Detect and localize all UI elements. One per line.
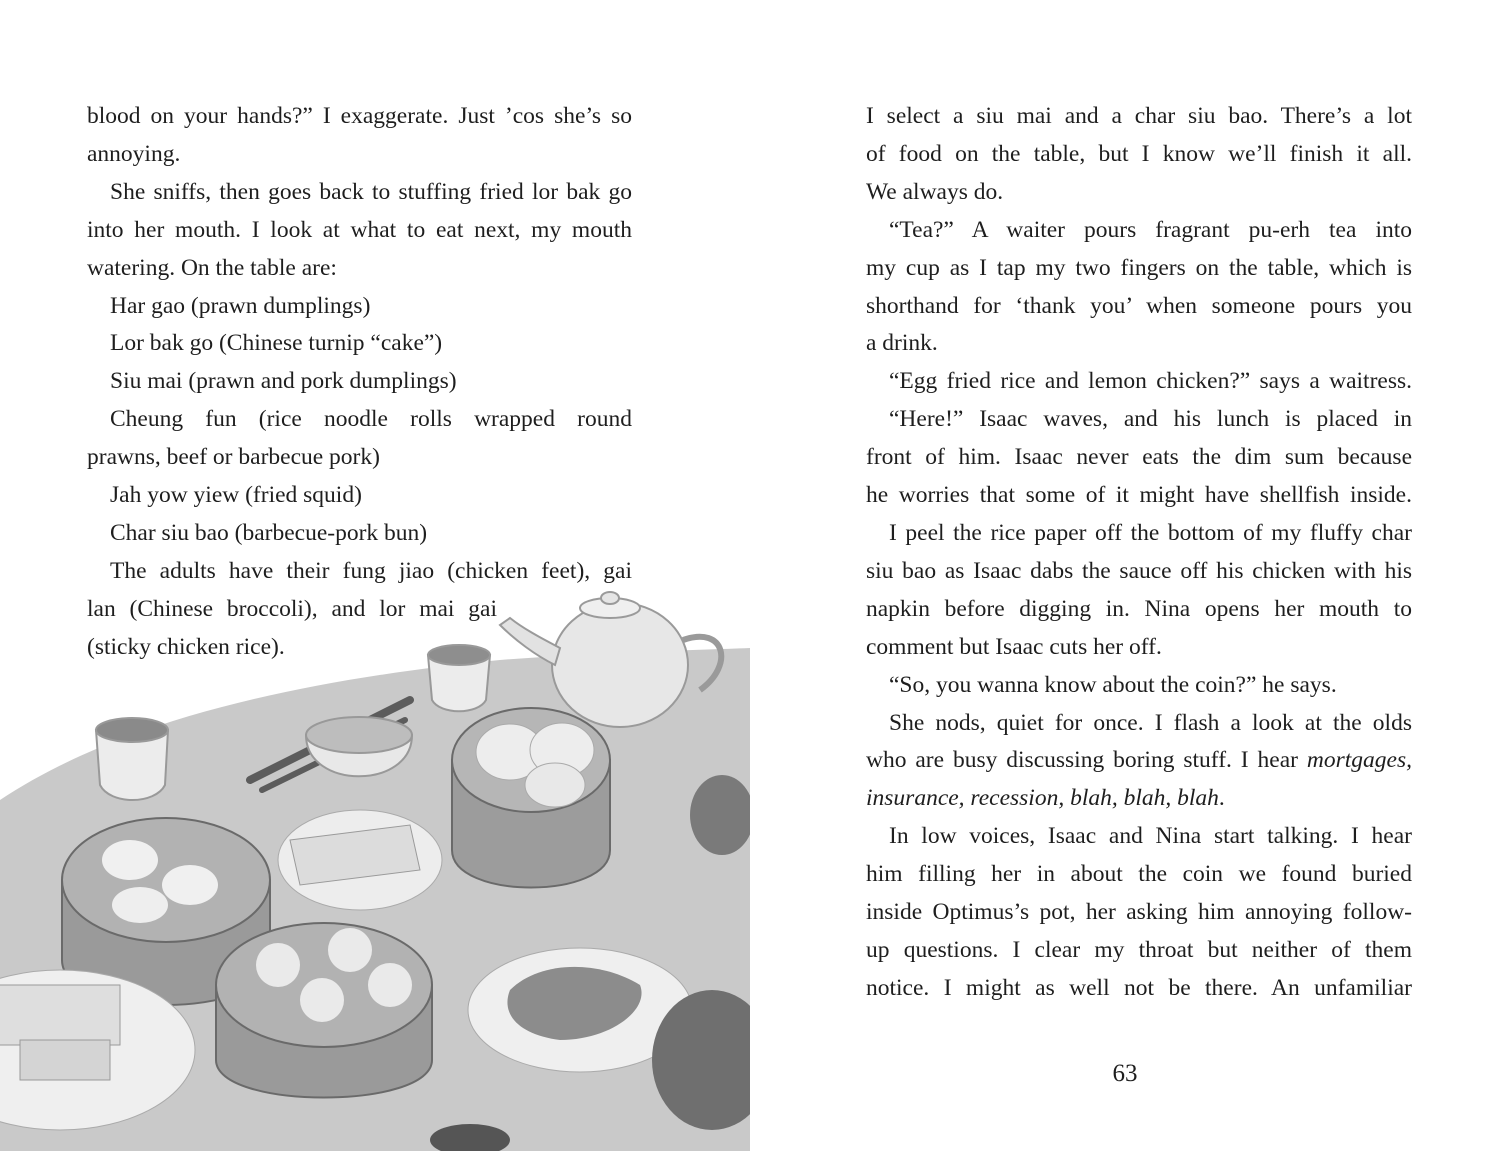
right-page	[750, 0, 1500, 1151]
paragraph-line: “Egg fried rice and lemon chicken?” says a waitress.	[889, 368, 1412, 395]
paragraph-line: watering. On the table are:	[87, 254, 337, 281]
paragraph-line: him filling her in about the coin we found buried	[866, 861, 1412, 888]
steamer-basket-siu-mai	[216, 923, 432, 1098]
paragraph-line: She nods, quiet for once. I flash a look at the olds	[889, 709, 1412, 736]
paragraph-line: “So, you wanna know about the coin?” he says.	[889, 671, 1337, 698]
paragraph-line: my cup as I tap my two fingers on the table, which is	[866, 254, 1412, 281]
paragraph-line: “Here!” Isaac waves, and his lunch is placed in	[889, 406, 1412, 433]
paragraph-line	[866, 780, 1412, 818]
menu-item: Lor bak go (Chinese turnip “cake”)	[110, 330, 443, 357]
paragraph-line: he worries that some of it might have shellfish inside.	[866, 482, 1412, 509]
left-page-text	[87, 98, 632, 667]
line-text: .	[1218, 785, 1225, 812]
menu-item: Har gao (prawn dumplings)	[110, 292, 371, 319]
menu-item: Siu mai (prawn and pork dumplings)	[110, 368, 457, 395]
paragraph-line: (sticky chicken rice).	[87, 633, 285, 660]
italic-text: insurance, recession, blah, blah, blah	[866, 785, 1219, 812]
paragraph-line: In low voices, Isaac and Nina start talking. I hear	[889, 823, 1412, 850]
paragraph-line: annoying.	[87, 140, 181, 167]
right-page-text	[866, 98, 1412, 1008]
paragraph-line: notice. I might as well not be there. An unfamiliar	[866, 974, 1412, 1001]
menu-item: Cheung fun (rice noodle rolls wrapped round	[110, 406, 632, 433]
paragraph-line: We always do.	[866, 178, 1004, 205]
menu-item: prawns, beef or barbecue pork)	[87, 444, 380, 471]
menu-item: Jah yow yiew (fried squid)	[110, 482, 362, 509]
line-text: who are busy discussing boring stuff. I hear	[866, 747, 1298, 774]
paragraph-line: She sniffs, then goes back to stuffing fried lor bak go	[110, 178, 632, 205]
paragraph-line: lan (Chinese broccoli), and lor mai gai	[87, 595, 497, 622]
paragraph-line: up questions. I clear my throat but neither of them	[866, 936, 1412, 963]
paragraph-line: I peel the rice paper off the bottom of my fluffy char	[889, 519, 1412, 546]
paragraph-line: shorthand for ‘thank you’ when someone pours you	[866, 292, 1412, 319]
steamer-basket-bao	[452, 708, 610, 888]
paragraph-line	[866, 742, 1412, 780]
page-number: 63	[1112, 1060, 1138, 1087]
paragraph-line: The adults have their fung jiao (chicken feet), gai	[110, 557, 632, 584]
menu-item: Char siu bao (barbecue-pork bun)	[110, 519, 428, 546]
paragraph-line: front of him. Isaac never eats the dim sum because	[866, 444, 1412, 471]
paragraph-line: I select a siu mai and a char siu bao. There’s a lot	[866, 103, 1412, 129]
paragraph-line: napkin before digging in. Nina opens her mouth to	[866, 595, 1412, 622]
paragraph-line: siu bao as Isaac dabs the sauce off his chicken with his	[866, 557, 1412, 584]
paragraph-line: comment but Isaac cuts her off.	[866, 633, 1162, 660]
tea-cup-left	[96, 718, 168, 800]
dim-sum-table-illustration	[0, 590, 750, 1151]
italic-text: mortgages,	[1306, 747, 1413, 774]
paragraph-line: a drink.	[866, 330, 938, 357]
paragraph-line: blood on your hands?” I exaggerate. Just ’cos she’s so	[87, 103, 632, 129]
paragraph-line: into her mouth. I look at what to eat next, my mouth	[87, 216, 632, 243]
paragraph-line: inside Optimus’s pot, her asking him annoying follow-	[866, 899, 1412, 926]
paragraph-line: “Tea?” A waiter pours fragrant pu-erh tea into	[889, 216, 1412, 243]
paragraph-line: of food on the table, but I know we’ll finish it all.	[866, 140, 1412, 167]
